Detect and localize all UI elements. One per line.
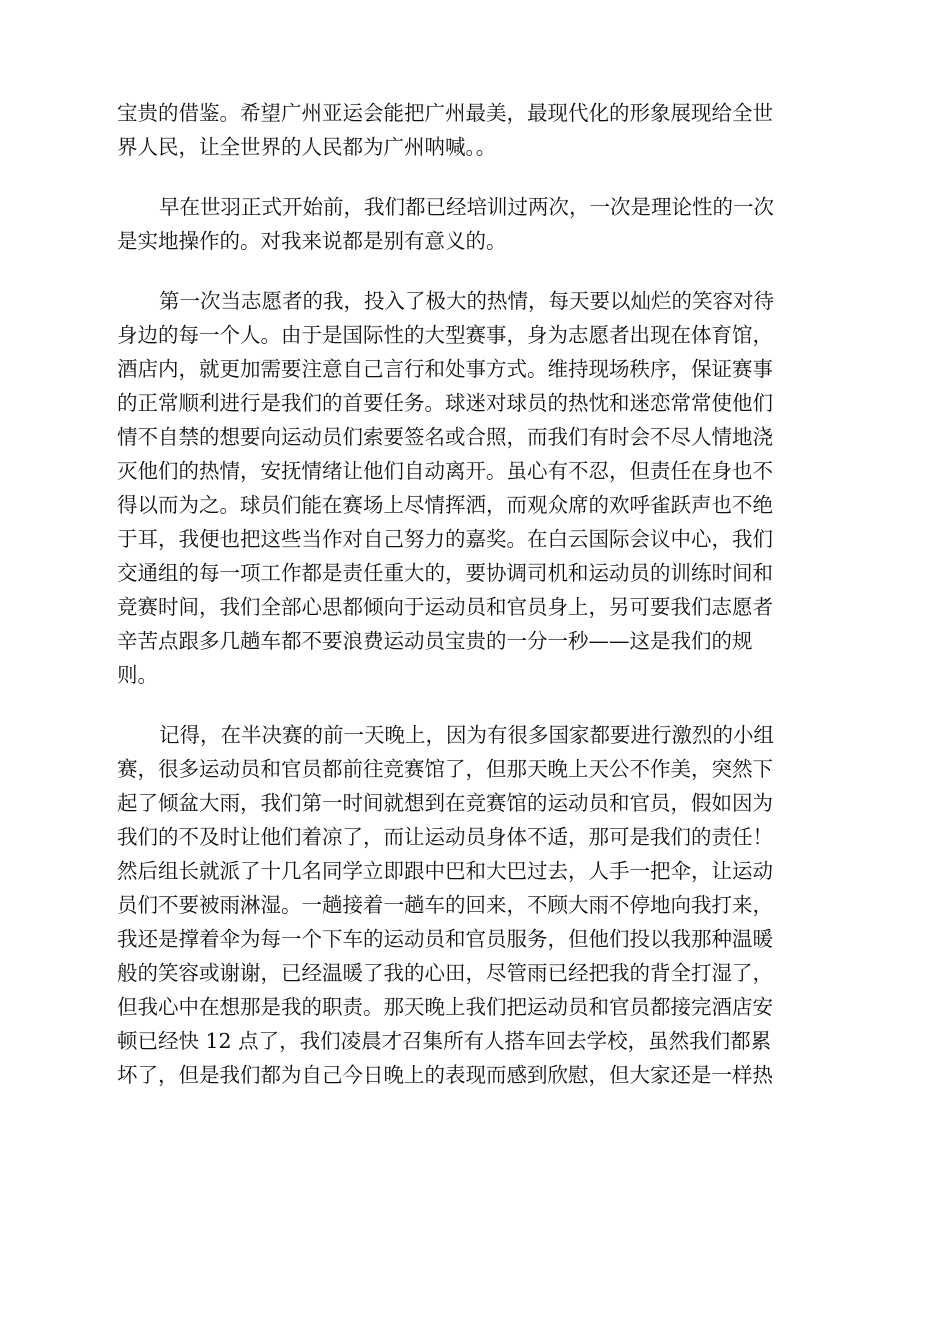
text-line: 于耳，我便也把这些当作对自己努力的嘉奖。在白云国际会议中心，我们 bbox=[117, 527, 773, 551]
text-line: 早在世羽正式开始前，我们都已经培训过两次，一次是理论性的一次 bbox=[159, 195, 774, 219]
text-line: 界人民，让全世界的人民都为广州呐喊。。 bbox=[117, 135, 497, 159]
text-line: 竞赛时间，我们全部心思都倾向于运动员和官员身上，另可要我们志愿者 bbox=[117, 595, 773, 619]
text-line: 的正常顺利进行是我们的首要任务。球迷对球员的热忱和迷恋常常使他们 bbox=[117, 391, 773, 415]
text-line: 身边的每一个人。由于是国际性的大型赛事，身为志愿者出现在体育馆， bbox=[117, 323, 773, 347]
paragraph bbox=[117, 190, 833, 258]
text-line: 顿已经快 12 点了，我们凌晨才召集所有人搭车回去学校，虽然我们都累 bbox=[117, 1029, 772, 1053]
text-line: 则。 bbox=[117, 663, 158, 687]
text-line: 灭他们的热情，安抚情绪让他们自动离开。虽心有不忍，但责任在身也不 bbox=[117, 459, 773, 483]
text-line: 记得，在半决赛的前一天晚上，因为有很多国家都要进行激烈的小组 bbox=[159, 723, 774, 747]
text-line: 但我心中在想那是我的职责。那天晚上我们把运动员和官员都接完酒店安 bbox=[117, 995, 773, 1019]
text-line: 我还是撑着伞为每一个下车的运动员和官员服务，但他们投以我那种温暖 bbox=[117, 927, 773, 951]
text-line: 起了倾盆大雨，我们第一时间就想到在竞赛馆的运动员和官员，假如因为 bbox=[117, 791, 773, 815]
text-line: 情不自禁的想要向运动员们索要签名或合照，而我们有时会不尽人情地浇 bbox=[117, 425, 773, 449]
text-line: 得以而为之。球员们能在赛场上尽情挥洒，而观众席的欢呼雀跃声也不绝 bbox=[117, 493, 773, 517]
paragraph bbox=[117, 718, 833, 1092]
document-page bbox=[117, 96, 833, 1092]
text-line: 第一次当志愿者的我，投入了极大的热情，每天要以灿烂的笑容对待 bbox=[159, 289, 774, 313]
text-line: 酒店内，就更加需要注意自己言行和处事方式。维持现场秩序，保证赛事 bbox=[117, 357, 773, 381]
text-line: 是实地操作的。对我来说都是别有意义的。 bbox=[117, 229, 507, 253]
text-line: 然后组长就派了十几名同学立即跟中巴和大巴过去，人手一把伞，让运动 bbox=[117, 859, 773, 883]
text-line: 我们的不及时让他们着凉了，而让运动员身体不适，那可是我们的责任！ bbox=[117, 825, 773, 849]
paragraph bbox=[117, 284, 833, 692]
text-line: 赛，很多运动员和官员都前往竞赛馆了，但那天晚上天公不作美，突然下 bbox=[117, 757, 773, 781]
text-line: 辛苦点跟多几趟车都不要浪费运动员宝贵的一分一秒——这是我们的规 bbox=[117, 629, 753, 653]
text-line: 宝贵的借鉴。希望广州亚运会能把广州最美，最现代化的形象展现给全世 bbox=[117, 101, 773, 125]
text-line: 坏了，但是我们都为自己今日晚上的表现而感到欣慰，但大家还是一样热 bbox=[117, 1063, 773, 1087]
paragraph bbox=[117, 96, 833, 164]
text-line: 员们不要被雨淋湿。一趟接着一趟车的回来，不顾大雨不停地向我打来， bbox=[117, 893, 773, 917]
text-line: 交通组的每一项工作都是责任重大的，要协调司机和运动员的训练时间和 bbox=[117, 561, 773, 585]
text-line: 般的笑容或谢谢，已经温暖了我的心田，尽管雨已经把我的背全打湿了， bbox=[117, 961, 773, 985]
